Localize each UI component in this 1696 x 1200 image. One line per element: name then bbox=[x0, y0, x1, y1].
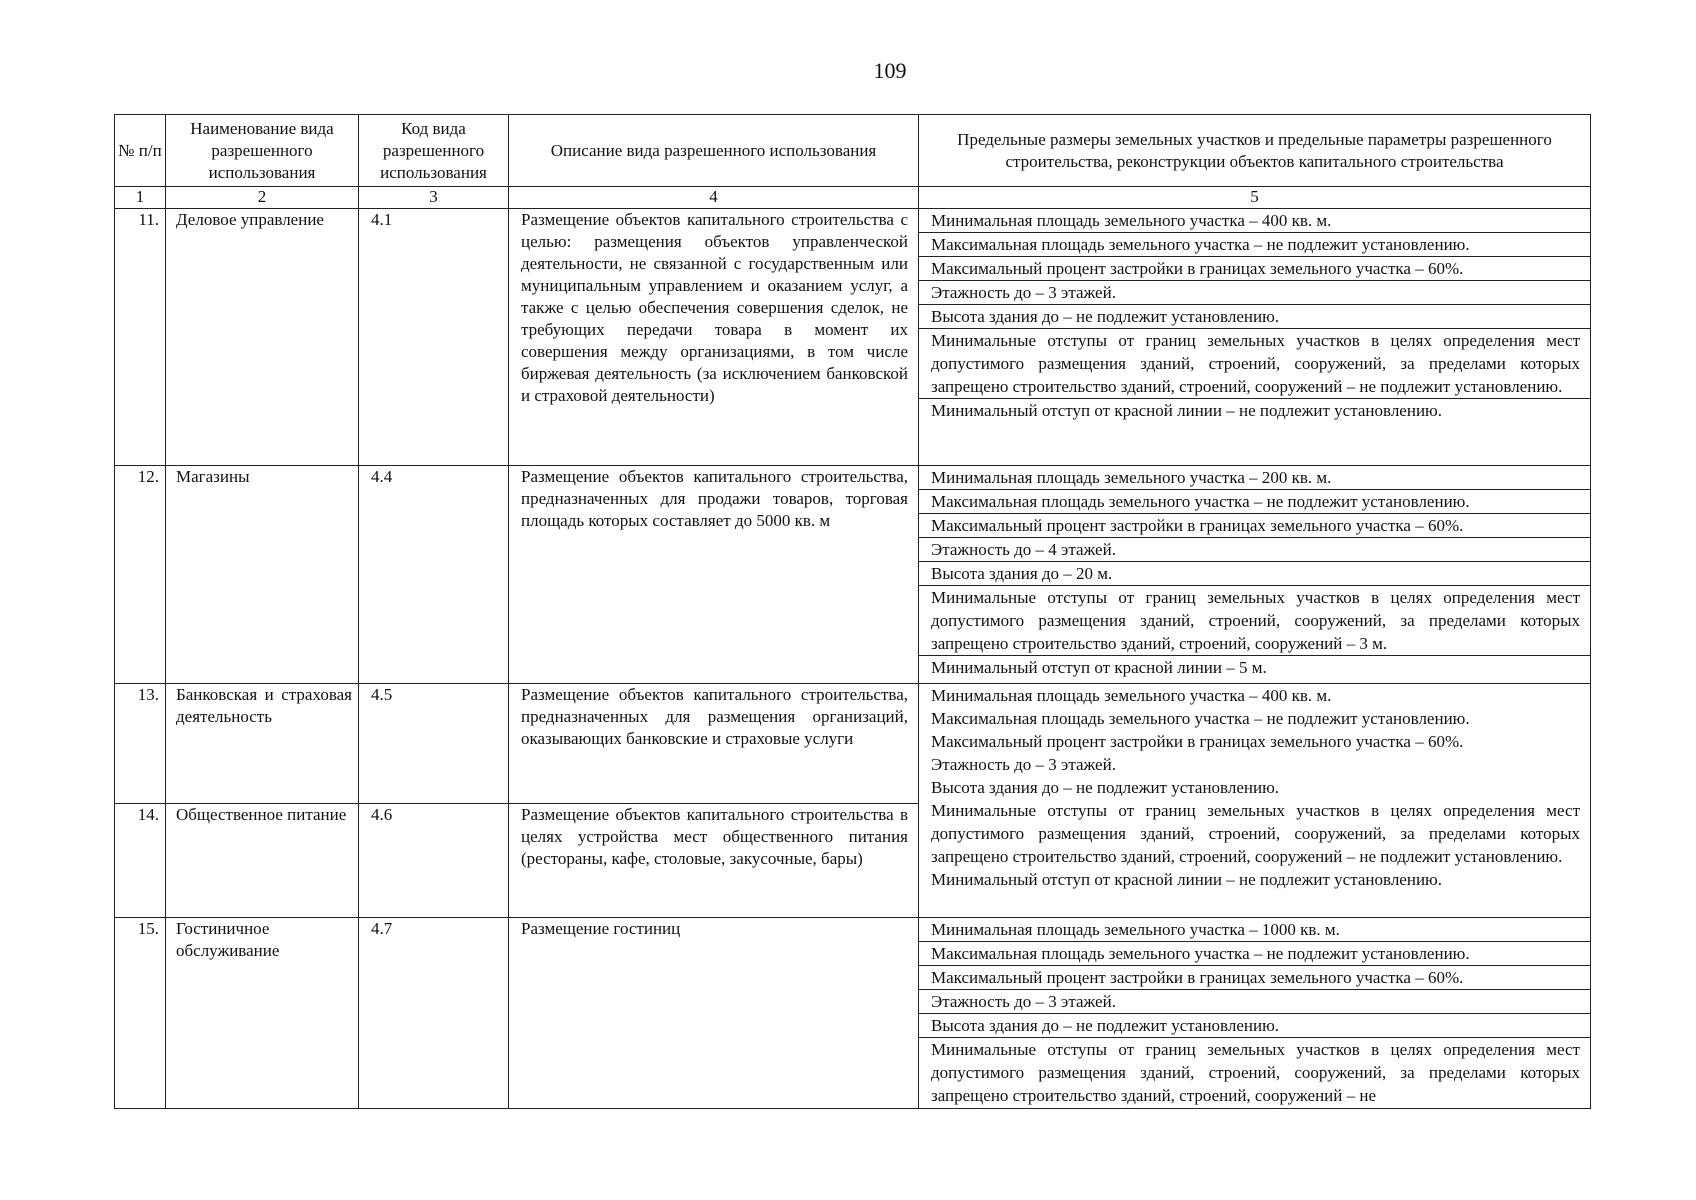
row-number: 11. bbox=[115, 209, 166, 466]
use-name: Гостиничное обслуживание bbox=[166, 918, 359, 1109]
table-row bbox=[115, 466, 1591, 684]
header-desc: Описание вида разрешенного использования bbox=[509, 115, 919, 187]
use-description: Размещение объектов капитального строительства с целью: размещения объектов управленческой деятельности, не связанной с государственным или муниципальным управлением и оказанием услуг, а также с целью обеспечения совершения сделок, не требующих передачи товара в момент их совершения между организациями, в том числе биржевая деятельность (за исключением банковской и страховой деятельности) bbox=[509, 209, 919, 466]
table-row bbox=[115, 684, 1591, 804]
use-name: Деловое управление bbox=[166, 209, 359, 466]
table-row bbox=[115, 918, 1591, 1109]
param-max-area: Максимальная площадь земельного участка – не подлежит установлению. bbox=[919, 490, 1590, 514]
use-name: Магазины bbox=[166, 466, 359, 684]
param-setbacks: Минимальные отступы от границ земельных участков в целях определения мест допустимого размещения зданий, строений, сооружений, за пределами которых запрещено строительство зданий, строений, сооружений – не bbox=[931, 1040, 1580, 1105]
param-max-area: Максимальная площадь земельного участка – не подлежит установлению. bbox=[931, 709, 1470, 728]
param-min-area: Минимальная площадь земельного участка – 1000 кв. м. bbox=[919, 918, 1590, 942]
header-params: Предельные размеры земельных участков и предельные параметры разрешенного строительства, реконструкции объектов капитального строительства bbox=[919, 115, 1591, 187]
param-setbacks: Минимальные отступы от границ земельных участков в целях определения мест допустимого размещения зданий, строений, сооружений, за пределами которых запрещено строительство зданий, строений, сооружений – 3 м. bbox=[919, 586, 1590, 656]
params-cell-shared bbox=[919, 684, 1591, 918]
param-min-area: Минимальная площадь земельного участка – 400 кв. м. bbox=[919, 209, 1590, 233]
row-number: 15. bbox=[115, 918, 166, 1109]
use-code: 4.7 bbox=[359, 918, 509, 1109]
column-number-row bbox=[115, 187, 1591, 209]
param-floors: Этажность до – 3 этажей. bbox=[931, 755, 1116, 774]
param-floors: Этажность до – 3 этажей. bbox=[919, 990, 1590, 1014]
use-code: 4.6 bbox=[359, 804, 509, 918]
param-floors: Этажность до – 4 этажей. bbox=[919, 538, 1590, 562]
use-code: 4.1 bbox=[359, 209, 509, 466]
params-cell bbox=[919, 466, 1591, 684]
param-max-coverage: Максимальный процент застройки в границах земельного участка – 60%. bbox=[919, 514, 1590, 538]
use-description: Размещение объектов капитального строительства, предназначенных для размещения организаций, оказывающих банковские и страховые услуги bbox=[509, 684, 919, 804]
header-row bbox=[115, 115, 1591, 187]
param-min-area: Минимальная площадь земельного участка – 400 кв. м. bbox=[931, 686, 1332, 705]
header-name: Наименование вида разрешенного использования bbox=[166, 115, 359, 187]
param-setbacks: Минимальные отступы от границ земельных участков в целях определения мест допустимого размещения зданий, строений, сооружений, за пределами которых запрещено строительство зданий, строений, сооружений – не подлежит установлению. bbox=[919, 329, 1590, 399]
column-number: 2 bbox=[166, 187, 359, 209]
column-number: 4 bbox=[509, 187, 919, 209]
land-use-table bbox=[114, 114, 1591, 1109]
use-description: Размещение объектов капитального строительства, предназначенных для продажи товаров, торговая площадь которых составляет до 5000 кв. м bbox=[509, 466, 919, 684]
params-cell bbox=[919, 918, 1591, 1109]
param-max-coverage: Максимальный процент застройки в границах земельного участка – 60%. bbox=[931, 732, 1464, 751]
use-name: Общественное питание bbox=[166, 804, 359, 918]
param-height: Высота здания до – не подлежит установлению. bbox=[931, 778, 1280, 797]
row-number: 14. bbox=[115, 804, 166, 918]
param-height: Высота здания до – не подлежит установлению. bbox=[919, 305, 1590, 329]
param-height: Высота здания до – 20 м. bbox=[919, 562, 1590, 586]
param-height: Высота здания до – не подлежит установлению. bbox=[919, 1014, 1590, 1038]
column-number: 3 bbox=[359, 187, 509, 209]
param-max-area: Максимальная площадь земельного участка – не подлежит установлению. bbox=[919, 233, 1590, 257]
use-description: Размещение гостиниц bbox=[509, 918, 919, 1109]
use-description: Размещение объектов капитального строительства в целях устройства мест общественного питания (рестораны, кафе, столовые, закусочные, бары) bbox=[509, 804, 919, 918]
param-floors: Этажность до – 3 этажей. bbox=[919, 281, 1590, 305]
header-code: Код вида разрешенного использования bbox=[359, 115, 509, 187]
param-red-line: Минимальный отступ от красной линии – не подлежит установлению. bbox=[931, 401, 1442, 420]
param-setbacks: Минимальные отступы от границ земельных участков в целях определения мест допустимого размещения зданий, строений, сооружений, за пределами которых запрещено строительство зданий, строений, сооружений – не подлежит установлению. bbox=[931, 801, 1580, 866]
header-num: № п/п bbox=[115, 115, 166, 187]
column-number: 1 bbox=[115, 187, 166, 209]
row-number: 12. bbox=[115, 466, 166, 684]
use-code: 4.4 bbox=[359, 466, 509, 684]
param-max-coverage: Максимальный процент застройки в границах земельного участка – 60%. bbox=[919, 257, 1590, 281]
param-red-line: Минимальный отступ от красной линии – 5 м. bbox=[931, 658, 1267, 677]
column-number: 5 bbox=[919, 187, 1591, 209]
param-min-area: Минимальная площадь земельного участка – 200 кв. м. bbox=[919, 466, 1590, 490]
param-max-area: Максимальная площадь земельного участка – не подлежит установлению. bbox=[919, 942, 1590, 966]
page-number: 109 bbox=[873, 58, 907, 83]
param-red-line: Минимальный отступ от красной линии – не подлежит установлению. bbox=[931, 870, 1442, 889]
row-number: 13. bbox=[115, 684, 166, 804]
table-row bbox=[115, 209, 1591, 466]
use-code: 4.5 bbox=[359, 684, 509, 804]
use-name: Банковская и страховая деятельность bbox=[166, 684, 359, 804]
params-cell bbox=[919, 209, 1591, 466]
param-max-coverage: Максимальный процент застройки в границах земельного участка – 60%. bbox=[919, 966, 1590, 990]
